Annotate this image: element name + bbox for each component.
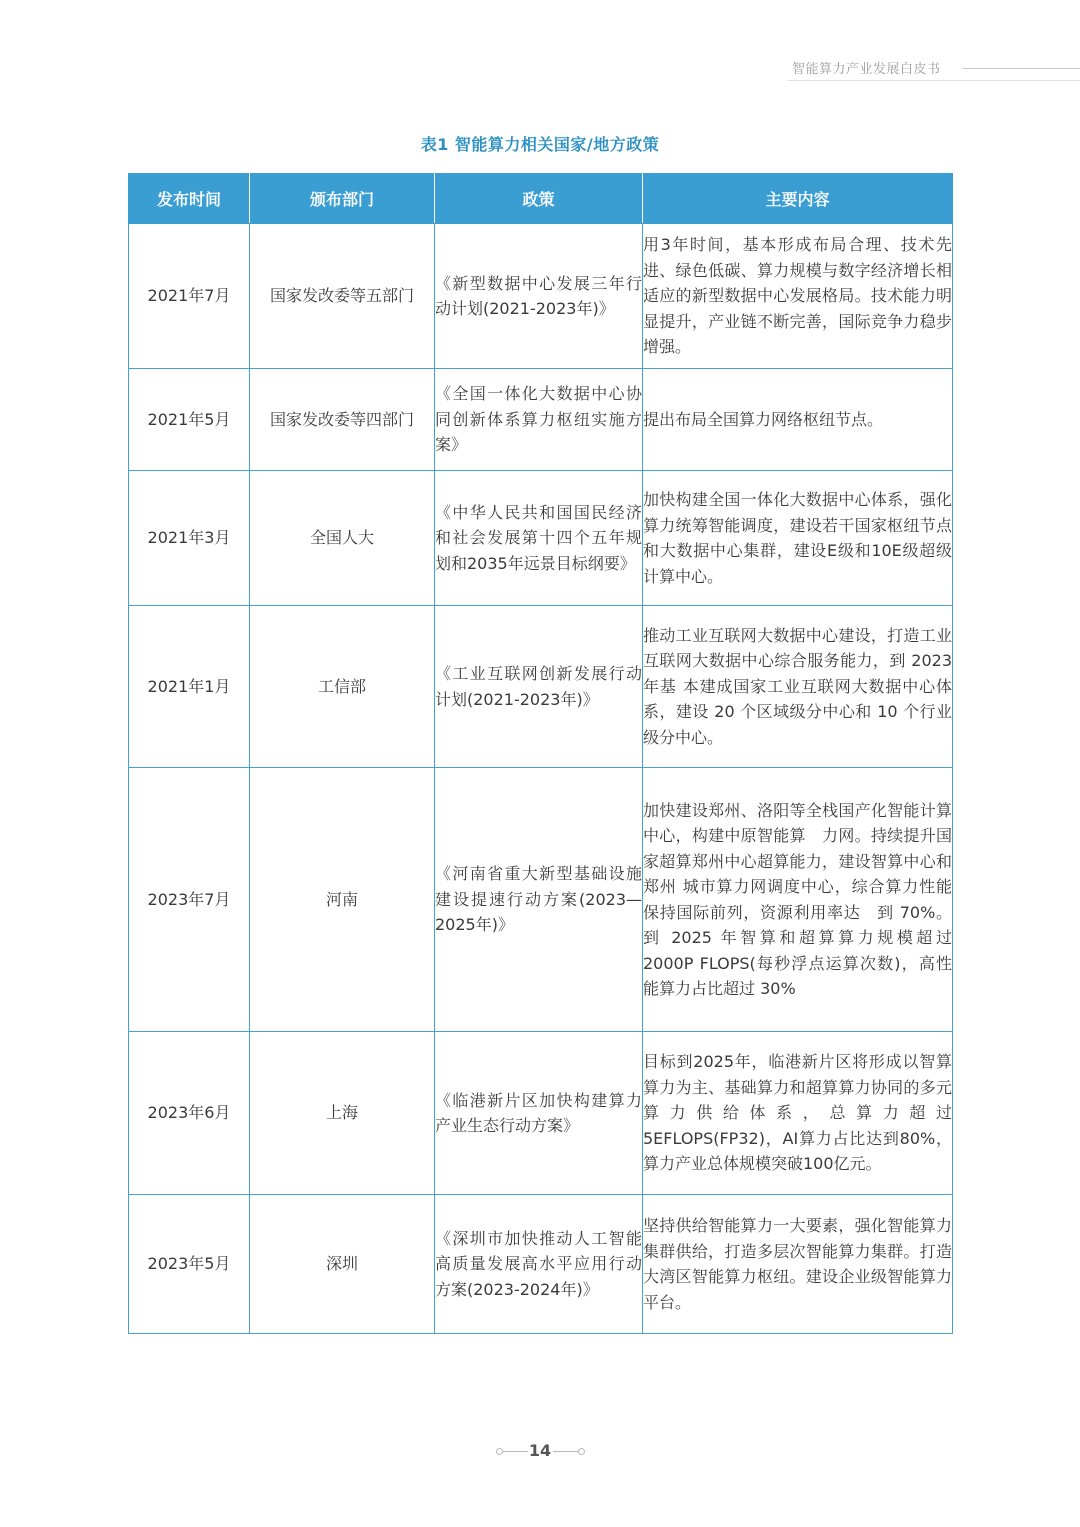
page-number: 14 [528, 1441, 552, 1460]
cell-department: 国家发改委等四部门 [250, 369, 435, 471]
table-row [129, 224, 953, 369]
cell-content: 用3年时间，基本形成布局合理、技术先进、绿色低碳、算力规模与数字经济增长相适应的新型数据中心发展格局。技术能力明显提升，产业链不断完善，国际竞争力稳步增强。 [643, 224, 953, 369]
table-caption: 表1 智能算力相关国家/地方政策 [420, 135, 660, 154]
cell-content: 提出布局全国算力网络枢纽节点。 [643, 369, 953, 471]
cell-policy: 《全国一体化大数据中心协同创新体系算力枢纽实施方案》 [435, 369, 643, 471]
cell-date: 2023年7月 [129, 768, 250, 1032]
cell-content: 加快建设郑州、洛阳等全栈国产化智能计算中心，构建中原智能算 力网。持续提升国家超算郑州中心超算能力，建设智算中心和郑州 城市算力网调度中心，综合算力性能保持国际前列，资源利用率达 到 70%。到 2025 年智算和超算算力规模超过 2000P FLOPS(每秒浮点运算次数)，高性能算力占比超过 30% [643, 768, 953, 1032]
footer-ornament-right-line [553, 1451, 579, 1452]
table-row [129, 606, 953, 768]
table-row [129, 369, 953, 471]
cell-content: 推动工业互联网大数据中心建设，打造工业互联网大数据中心综合服务能力，到 2023 年基 本建成国家工业互联网大数据中心体系，建设 20 个区域级分中心和 10 个行业级分中心。 [643, 606, 953, 768]
column-header-policy: 政策 [435, 173, 643, 224]
cell-content: 目标到2025年，临港新片区将形成以智算算力为主、基础算力和超算算力协同的多元算力供给体系，总算力超过5EFLOPS(FP32)，AI算力占比达到80%，算力产业总体规模突破100亿元。 [643, 1032, 953, 1195]
column-header-department: 颁布部门 [250, 173, 435, 224]
cell-date: 2021年7月 [129, 224, 250, 369]
cell-department: 河南 [250, 768, 435, 1032]
footer-ornament-right-dot [578, 1448, 585, 1455]
cell-department: 深圳 [250, 1195, 435, 1334]
table-header-row [129, 173, 953, 224]
cell-policy: 《中华人民共和国国民经济和社会发展第十四个五年规划和2035年远景目标纲要》 [435, 471, 643, 606]
policy-table [128, 173, 969, 1334]
cell-date: 2021年1月 [129, 606, 250, 768]
table-row [129, 1032, 953, 1195]
table-row [129, 1195, 953, 1334]
cell-content: 加快构建全国一体化大数据中心体系，强化算力统筹智能调度，建设若干国家枢纽节点和大数据中心集群，建设E级和10E级超级计算中心。 [643, 471, 953, 606]
cell-department: 上海 [250, 1032, 435, 1195]
table-row [129, 768, 953, 1032]
document-header-title: 智能算力产业发展白皮书 [792, 62, 941, 77]
cell-department: 国家发改委等五部门 [250, 224, 435, 369]
cell-policy: 《新型数据中心发展三年行动计划(2021-2023年)》 [435, 224, 643, 369]
cell-content: 坚持供给智能算力一大要素，强化智能算力集群供给，打造多层次智能算力集群。打造大湾区智能算力枢纽。建设企业级智能算力平台。 [643, 1195, 953, 1334]
cell-policy: 《河南省重大新型基础设施建设提速行动方案(2023—2025年)》 [435, 768, 643, 1032]
cell-policy: 《工业互联网创新发展行动计划(2021-2023年)》 [435, 606, 643, 768]
cell-date: 2023年6月 [129, 1032, 250, 1195]
cell-department: 工信部 [250, 606, 435, 768]
header-divider-bottom [787, 80, 1080, 81]
cell-policy: 《深圳市加快推动人工智能高质量发展高水平应用行动方案(2023-2024年)》 [435, 1195, 643, 1334]
header-divider-top [962, 68, 1080, 69]
column-header-date: 发布时间 [129, 173, 250, 224]
column-header-content: 主要内容 [643, 173, 953, 224]
table-row [129, 471, 953, 606]
cell-date: 2021年3月 [129, 471, 250, 606]
cell-department: 全国人大 [250, 471, 435, 606]
cell-policy: 《临港新片区加快构建算力产业生态行动方案》 [435, 1032, 643, 1195]
cell-date: 2021年5月 [129, 369, 250, 471]
cell-date: 2023年5月 [129, 1195, 250, 1334]
